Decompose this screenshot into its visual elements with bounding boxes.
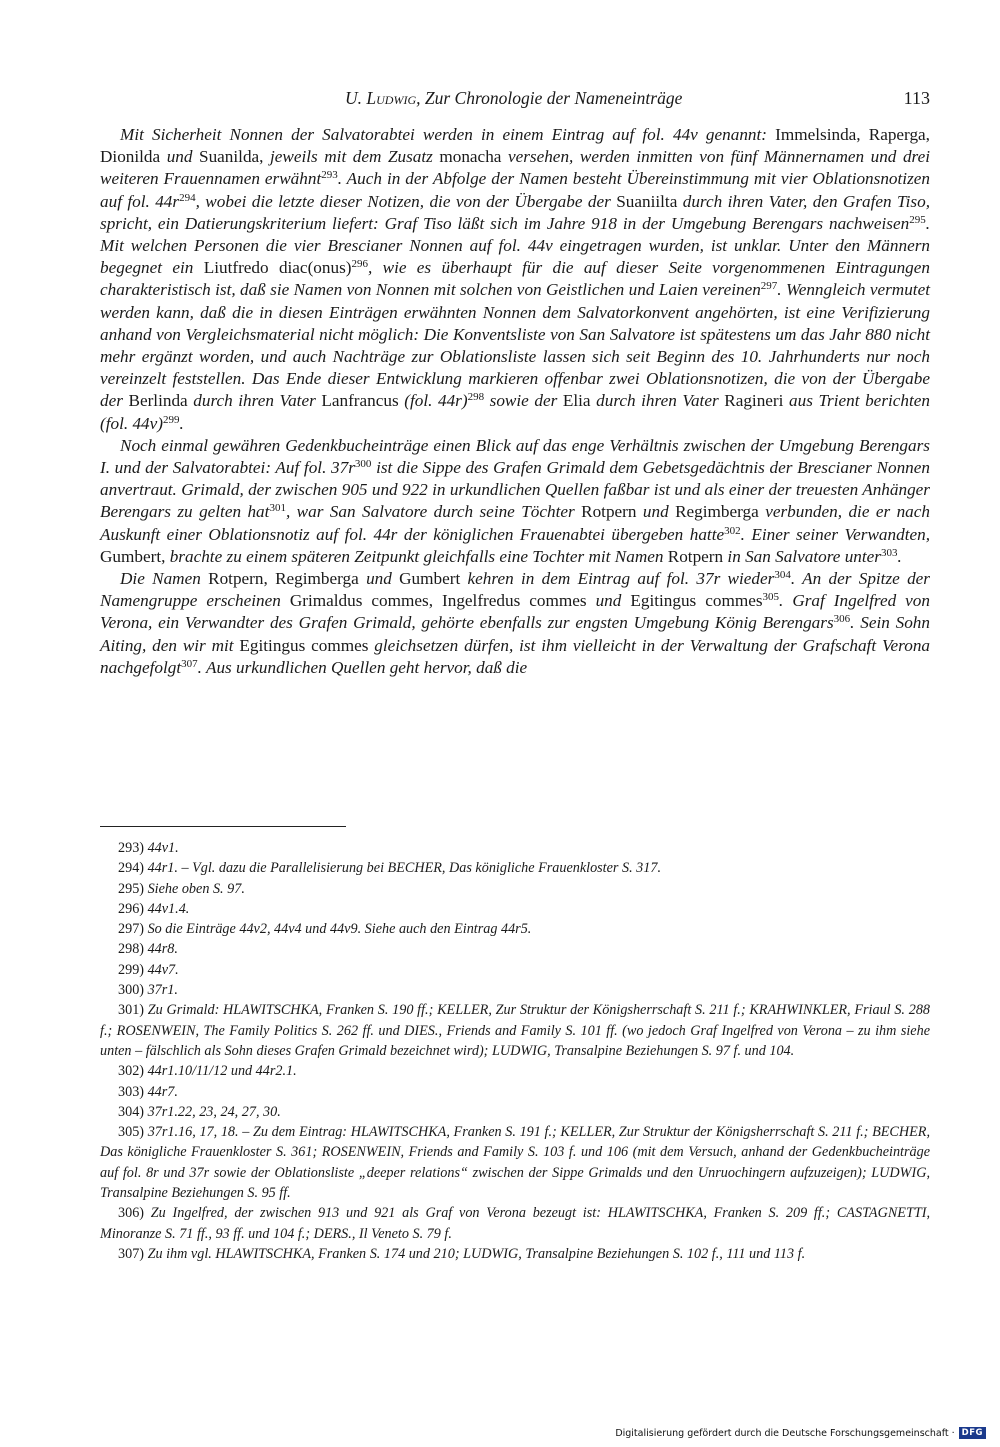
footnote-number: 302) (118, 1063, 145, 1080)
text-run: Rotpern (581, 502, 643, 522)
text-run: und (366, 569, 400, 589)
article-title: , Zur Chronologie der Nameneinträge (416, 88, 683, 108)
footnote-ref: 296 (351, 258, 368, 271)
footnote-number: 303) (118, 1083, 145, 1100)
text-run: Grimaldus commes, Ingelfredus commes (289, 591, 596, 611)
running-title (345, 88, 682, 109)
footnotes (100, 838, 930, 1264)
text-run: Gumbert (399, 569, 468, 589)
text-run: . Sein Sohn Aiting, den wir mit (100, 613, 930, 655)
text-run: Ragineri (724, 391, 789, 411)
text-run: monacha (439, 147, 508, 167)
text-run: Suanilda, (199, 147, 270, 167)
text-run: Gumbert, (100, 546, 170, 566)
text-run: und (166, 147, 200, 167)
text-run: . (897, 546, 902, 566)
footnote-ref: 295 (909, 213, 926, 226)
paragraph (100, 124, 930, 435)
text-run: (fol. 44r) (404, 391, 468, 411)
footnote (100, 919, 930, 939)
footnote-number: 297) (118, 921, 145, 938)
text-run: . An der Spitze der Namengruppe erscheinen (100, 569, 930, 611)
footnote-text: Zu Grimald: HLAWITSCHKA, Franken S. 190 ff.; KELLER, Zur Struktur der Königsherrschaft S. 211 f.; KRAHWINKLER, Friaul S. 288 f.; ROSENWEIN, The Family Politics S. 262 ff. und DIES., Friends and Family S. 101 ff. (wo jedoch Graf Ingelfred von Verona – zu ihm siehe unten – fälschlich als Sohn dieses Grafen Grimald bezeichnet wird); LUDWIG, Transalpine Beziehungen S. 97 f. und 104. (100, 1002, 931, 1059)
footnote-ref: 294 (179, 191, 196, 204)
footnote-number: 301) (118, 1002, 145, 1019)
text-run: aus Trient berichten (fol. 44v) (100, 391, 930, 433)
footnote-number: 295) (118, 880, 145, 897)
text-run: sowie der (484, 391, 563, 411)
page-number: 113 (903, 88, 930, 108)
footnote-ref: 299 (163, 413, 180, 426)
footnote-text: 44r1.10/11/12 und 44r2.1. (147, 1063, 297, 1080)
author-name: Ludwig (366, 88, 417, 108)
footnote (100, 1122, 930, 1203)
footnote-number: 299) (118, 961, 145, 978)
footnote-number: 296) (118, 900, 145, 917)
footnote-text: 44r1. – Vgl. dazu die Parallelisierung bei BECHER, Das königliche Frauenkloster S. 317. (147, 860, 662, 877)
text-run: kehren in dem Eintrag auf fol. 37r wieder (467, 569, 775, 589)
text-run: Rotpern, Regimberga (208, 569, 367, 589)
footnote-number: 304) (118, 1103, 145, 1120)
running-header (100, 88, 930, 114)
text-run: . Mit welchen Personen die vier Brescianer Nonnen auf fol. 44v eingetragen wurden, ist unklar. Unter den Männern begegnet ein (100, 213, 930, 278)
footnote-text: So die Einträge 44v2, 44v4 und 44v9. Siehe auch den Eintrag 44r5. (147, 921, 532, 938)
text-run: ist die Sippe des Grafen Grimald dem Gebetsgedächtnis der Brescianer Nonnen anvertraut. Grimald, der zwischen 905 und 922 in urkundlichen Quellen faßbar ist und als einer der treuesten Anhänger Berengars zu gelten hat (100, 458, 930, 522)
text-run: . Wenngleich vermutet werden kann, daß die in diesen Einträgen erwähnten Nonnen dem Salvatorkonvent angehörten, ist eine Verifizierung anhand von Vergleichsmaterial nicht möglich: Die Konventsliste von San Salvatore ist spätestens um das Jahr 880 nicht mehr ergänzt worden, und auch Nachträge zur Oblationsliste lassen sich seit Beginn des 10. Jahrhunderts nur noch vereinzelt feststellen. Das Ende dieser Entwicklung markieren offenbar zwei Oblationsnotizen, die von der Übergabe der (100, 280, 930, 411)
text-run: Lanfrancus (321, 391, 405, 411)
footnote (100, 980, 930, 1000)
text-run: und (595, 591, 631, 611)
footnote-number: 294) (118, 860, 145, 877)
author-initial: U. (345, 88, 363, 108)
footnote (100, 838, 930, 858)
footnote-ref: 297 (760, 280, 778, 293)
footnote-number: 300) (118, 982, 145, 999)
footnote-number: 305) (118, 1124, 145, 1141)
text-run: durch ihren Vater (596, 391, 725, 411)
footnote (100, 1102, 930, 1122)
footnote-number: 306) (118, 1205, 145, 1222)
text-run: jeweils mit dem Zusatz (270, 147, 440, 167)
footnote-ref: 304 (774, 569, 791, 582)
text-run: . Auch in der Abfolge der Namen besteht Übereinstimmung mit vier Oblationsnotizen auf fol. 44r (100, 169, 930, 211)
text-run: brachte zu einem späteren Zeitpunkt gleichfalls eine Tochter mit Namen (169, 546, 668, 566)
text-run: . Einer seiner Verwandten, (740, 524, 930, 544)
text-run: Suaniilta (616, 191, 683, 211)
footnote-text: 44v1. (147, 840, 179, 856)
dfg-logo: DFG (959, 1427, 986, 1439)
text-run: gleichsetzen dürfen, ist ihm vielleicht in der Verwaltung der Grafschaft Verona nachgefolgt (100, 635, 931, 677)
text-run: durch ihren Vater, den Grafen Tiso, spricht, ein Datierungskriterium liefert: Graf Tiso läßt sich im Jahre 918 in der Umgebung Berengars nachweisen (100, 191, 930, 233)
footnote-text: 44v1.4. (147, 900, 190, 917)
footnote-text: Zu ihm vgl. HLAWITSCHKA, Franken S. 174 und 210; LUDWIG, Transalpine Beziehungen S. 102 f., 111 und 113 f. (147, 1245, 806, 1262)
text-run: . Graf Ingelfred von Verona, ein Verwandter des Grafen Grimald, gehörte ebenfalls zur engsten Umgebung König Berengars (100, 591, 930, 633)
credit-text: Digitalisierung gefördert durch die Deutsche Forschungsgemeinschaft · (615, 1427, 955, 1439)
text-run: , wie es überhaupt für die auf dieser Seite vorgenommenen Eintragungen charakteristisch ist, daß sie Namen von Nonnen mit solchen von Geistlichen und Laien vereinen (100, 258, 930, 300)
text-run: verbunden, die er nach Auskunft einer Oblationsnotiz auf fol. 44r der königlichen Frauenabtei übergeben hatte (100, 502, 930, 544)
footnote-text: 37r1.16, 17, 18. – Zu dem Eintrag: HLAWITSCHKA, Franken S. 191 f.; KELLER, Zur Struktur der Königsherrschaft S. 211 f.; BECHER, Das königliche Frauenkloster S. 361; ROSENWEIN, Friends and Family S. 103 f. und 106 (mit dem Versuch, anhand der Gedenkbucheinträge auf fol. 8r und 37r sowie der Oblationsliste „deeper relations“ zwischen der Sippe Grimalds und den Unruochingern aufzuzeigen); LUDWIG, Transalpine Beziehungen S. 95 ff. (100, 1124, 930, 1202)
footnote (100, 1000, 930, 1061)
paragraph (100, 568, 930, 679)
text-run: Die Namen (120, 569, 209, 589)
text-run: versehen, werden inmitten von fünf Männernamen und drei weiteren Frauennamen erwähnt (100, 147, 930, 189)
footnote-ref: 302 (724, 524, 741, 537)
footnote-text: 44r7. (147, 1083, 178, 1100)
text-run: , wobei die letzte dieser Notizen, die von der Übergabe der (195, 191, 617, 211)
footnote-number: 307) (118, 1245, 145, 1262)
footnote-text: 37r1.22, 23, 24, 27, 30. (147, 1103, 281, 1120)
footnote (100, 1203, 930, 1244)
paragraph (100, 435, 930, 568)
text-run: Mit Sicherheit Nonnen der Salvatorabtei werden in einem Eintrag auf fol. 44v genannt: (120, 125, 776, 144)
footnote-ref: 307 (181, 657, 198, 670)
text-run: Berlinda (128, 391, 194, 411)
footnote (100, 879, 930, 899)
footnote-ref: 306 (833, 613, 851, 626)
text-run: Rotpern (667, 546, 728, 566)
footnote-text: Zu Ingelfred, der zwischen 913 und 921 als Graf von Verona bezeugt ist: HLAWITSCHKA, Franken S. 209 ff.; CASTAGNETTI, Minoranze S. 71 ff., 93 ff. und 104 f.; DERS., Il Veneto S. 79 f. (100, 1205, 930, 1242)
footnote-ref: 298 (467, 391, 485, 404)
text-run: Immelsinda, Raperga, Dionilda (100, 125, 930, 167)
footnote-text: 37r1. (147, 982, 178, 999)
text-run: durch ihren Vater (193, 391, 322, 411)
footnote-number: 293) (118, 840, 145, 856)
footnote (100, 1082, 930, 1102)
footnote-separator (100, 826, 346, 827)
footnote-ref: 293 (321, 169, 338, 182)
footnote (100, 899, 930, 919)
footnote-text: 44r8. (147, 941, 178, 958)
footnote-text: 44v7. (147, 961, 179, 978)
footnote-number: 298) (118, 941, 145, 958)
text-run: Liutfredo diac(onus) (203, 258, 352, 278)
footnote-ref: 300 (354, 458, 372, 471)
footnote (100, 960, 930, 980)
footnote-ref: 303 (880, 546, 898, 559)
text-run: . Aus urkundlichen Quellen geht hervor, daß die (197, 657, 528, 677)
text-run: Elia (562, 391, 597, 411)
footnote (100, 1061, 930, 1081)
text-run: Egitingus commes (239, 635, 375, 655)
main-text (100, 124, 930, 679)
text-run: Noch einmal gewähren Gedenkbucheinträge einen Blick auf das enge Verhältnis zwischen der Umgebung Berengars I. und der Salvatorabtei: Auf fol. 37r (100, 435, 930, 478)
text-run: Egitingus commes (630, 591, 763, 611)
footnote (100, 939, 930, 959)
footnote-text: Siehe oben S. 97. (147, 880, 245, 897)
text-run: und (642, 502, 676, 522)
text-run: , war San Salvatore durch seine Töchter (285, 502, 582, 522)
footnote-ref: 301 (269, 502, 286, 515)
digitization-credit (615, 1427, 986, 1439)
text-run: Regimberga (675, 502, 766, 522)
footnote (100, 858, 930, 878)
text-run: in San Salvatore unter (727, 546, 881, 566)
text-run: . (179, 413, 184, 433)
footnote (100, 1244, 930, 1264)
footnote-ref: 305 (762, 591, 780, 604)
